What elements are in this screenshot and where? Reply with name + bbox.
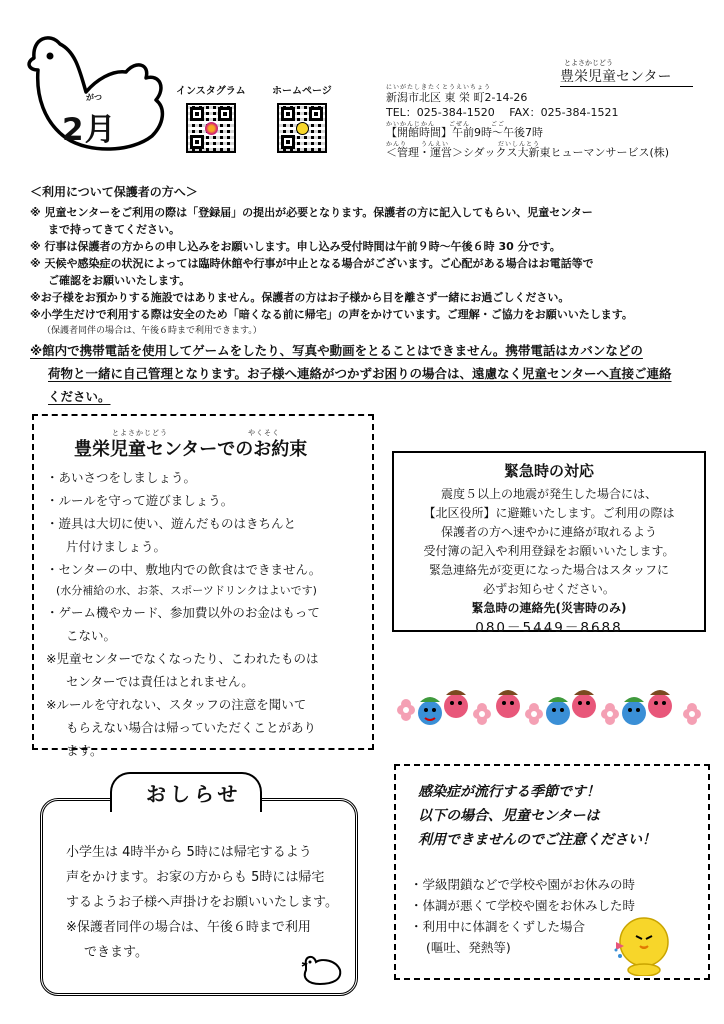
- red-oni-icon: [572, 690, 596, 718]
- phone-policy-line: 荷物と一緒に自己管理となります。お子様へ連絡がつかずお困りの場合は、遠慮なく児童センターへ直接ご連絡: [48, 366, 672, 381]
- address: 新潟市北区 東 栄 町2-14-26: [386, 91, 528, 104]
- homepage-qr-block[interactable]: [272, 82, 332, 153]
- promise-title: 豊栄児童センターでのお約束: [74, 439, 308, 460]
- smiley-icon: [296, 122, 309, 135]
- promise-item: ・ルールを守って遊びましょう。: [46, 493, 234, 508]
- flower-icon: [683, 703, 701, 725]
- infection-headline-line: 以下の場合、児童センターは: [418, 808, 600, 824]
- oshirase-line: ※保護者同伴の場合は、午後６時まで利用: [66, 920, 311, 935]
- instagram-qr-code[interactable]: [186, 103, 236, 153]
- promise-list: [46, 466, 371, 762]
- oshirase-title: おしらせ: [146, 782, 242, 806]
- promise-item: ・センターの中、敷地内での飲食はできません。: [46, 562, 322, 577]
- oshirase-line: できます。: [84, 945, 148, 960]
- sneezing-chick-icon: [614, 912, 672, 976]
- oni-decoration-row: [392, 680, 710, 732]
- infection-item: ・体調が悪くて学校や園をお休みした時: [410, 898, 636, 913]
- hours-furigana: かいかんじかん ごぜん ごご: [386, 121, 506, 128]
- red-oni-icon: [648, 690, 672, 718]
- qr-finder: [309, 107, 323, 121]
- org-name: 豊栄児童センター: [560, 66, 693, 87]
- promise-item: ※児童センターでなくなったり、こわれたものは: [46, 651, 319, 666]
- promise-item: ※ルールを守れない、スタッフの注意を聞いて: [46, 697, 307, 712]
- promise-item: ます。: [66, 743, 103, 758]
- promise-box: [32, 414, 374, 758]
- emergency-line: 【北区役所】に避難いたします。ご利用の際は: [423, 506, 675, 520]
- emergency-line: 震度５以上の地震が発生した場合には、: [440, 487, 657, 501]
- notice-line: ※お子様をお預かりする施設ではありません。保護者の方はお子様から目を離さず一緒にお過ごしください。: [30, 291, 570, 304]
- red-oni-icon: [496, 690, 520, 718]
- promise-item: こない。: [66, 628, 117, 643]
- month-label: 2月: [62, 112, 117, 148]
- flower-icon: [525, 703, 543, 725]
- promise-item: ・ゲーム機やカード、参加費以外のお金はもって: [46, 605, 320, 620]
- emergency-box: [392, 451, 706, 636]
- blue-oni-icon: [546, 697, 570, 725]
- promise-item: もらえない場合は帰っていただくことがあり: [66, 720, 317, 735]
- promise-item: ・あいさつをしましょう。: [46, 470, 197, 485]
- homepage-qr-code[interactable]: [277, 103, 327, 153]
- promise-item: ・遊具は大切に使い、遊んだものはきちんと: [46, 516, 297, 531]
- notice-line: ご確認をお願いいたします。: [48, 274, 191, 287]
- promise-item: センターでは責任はとれません。: [66, 674, 254, 689]
- emergency-contact-label: 緊急時の連絡先(災害時のみ): [471, 601, 627, 615]
- address-furigana: にいがたしきたくとうえいちょう: [386, 84, 492, 91]
- notice-line: ※小学生だけで利用する際は安全のため「暗くなる前に帰宅」の声をかけています。ご理解・ご協力をお願いいたします。: [30, 308, 633, 321]
- infection-headline: [418, 780, 656, 852]
- bird-outline-icon: [296, 950, 344, 988]
- flower-icon: [397, 699, 415, 721]
- infection-item: (嘔吐、発熱等): [426, 940, 511, 955]
- phone-policy-line: ※館内で携帯電話を使用してゲームをしたり、写真や動画をとることはできません。携帯電話はカバンなどの: [30, 343, 643, 358]
- qr-finder: [281, 107, 295, 121]
- emergency-line: 保護者の方へ速やかに連絡が取れるよう: [440, 525, 657, 539]
- phone-fax: TEL：025-384-1520 FAX：025-384-1521: [386, 106, 619, 119]
- notice-line: ※ 天候や感染症の状況によっては臨時休館や行事が中止となる場合がございます。ご心配がある場合はお電話等で: [30, 257, 594, 270]
- qr-finder: [218, 107, 232, 121]
- flower-icon: [473, 703, 491, 725]
- instagram-qr-block[interactable]: [176, 82, 246, 153]
- homepage-label: ホームページ: [272, 86, 332, 97]
- instagram-icon: [205, 122, 218, 135]
- oshirase-line: するようお子様へ声掛けをお願いいたします。: [66, 895, 338, 910]
- infection-headline-line: 感染症が流行する季節です！: [418, 784, 600, 800]
- guardian-notice: [30, 183, 710, 408]
- oshirase-text: [66, 840, 351, 965]
- phone-policy-line: ください。: [48, 389, 111, 404]
- flower-icon: [601, 703, 619, 725]
- qr-finder: [190, 135, 204, 149]
- notice-line: ※ 児童センターをご利用の際は「登録届」の提出が必要となります。保護者の方に記入してもらい、児童センター: [30, 206, 593, 219]
- infection-list: [410, 874, 635, 958]
- instagram-label: インスタグラム: [176, 86, 246, 97]
- notice-line: ※ 行事は保護者の方からの申し込みをお願いします。申し込み受付時間は午前９時～午後６時 30 分です。: [30, 240, 561, 253]
- oshirase-line: 声をかけます。お家の方からも 5時には帰宅: [66, 870, 325, 885]
- promise-item: (水分補給の水、お茶、スポーツドリンクはよいです): [56, 584, 317, 597]
- emergency-line: 必ずお知らせください。: [483, 582, 615, 596]
- guardian-notice-title: ＜利用について保護者の方へ＞: [30, 185, 198, 199]
- promise-item: 片付けましょう。: [66, 539, 167, 554]
- notice-note: （保護者同伴の場合は、午後６時まで利用できます。）: [42, 326, 262, 336]
- oshirase-line: 小学生は 4時半から 5時には帰宅するよう: [66, 845, 312, 860]
- infection-headline-line: 利用できませんのでご注意ください！: [418, 832, 656, 848]
- month-furigana: がつ: [86, 93, 102, 102]
- blue-oni-icon: [622, 697, 646, 725]
- opening-hours: 【開館時間】午前9時～午後7時: [386, 126, 543, 139]
- emergency-line: 緊急連絡先が変更になった場合はスタッフに: [428, 563, 669, 577]
- promise-title-furigana: とよさかじどう やくそく: [112, 429, 280, 437]
- operator: ＜管理・運営＞シダックス大新東ヒューマンサービス(株): [386, 146, 670, 159]
- operator-furigana: かんり うんえい だいしんとう: [386, 141, 541, 148]
- notice-line: まで持ってきてください。: [48, 223, 180, 236]
- org-name-furigana: とよさかじどう: [564, 59, 613, 67]
- infection-item: ・利用中に体調をくずした場合: [410, 919, 586, 934]
- red-oni-icon: [444, 690, 468, 718]
- emergency-line: 受付簿の記入や利用登録をお願いいたします。: [423, 544, 675, 558]
- emergency-title: 緊急時の対応: [503, 462, 594, 480]
- infection-item: ・学級閉鎖などで学校や園がお休みの時: [410, 877, 636, 892]
- qr-finder: [281, 135, 295, 149]
- emergency-phone[interactable]: 080－5449－8688: [475, 620, 623, 636]
- blue-oni-icon: [418, 697, 442, 725]
- qr-finder: [190, 107, 204, 121]
